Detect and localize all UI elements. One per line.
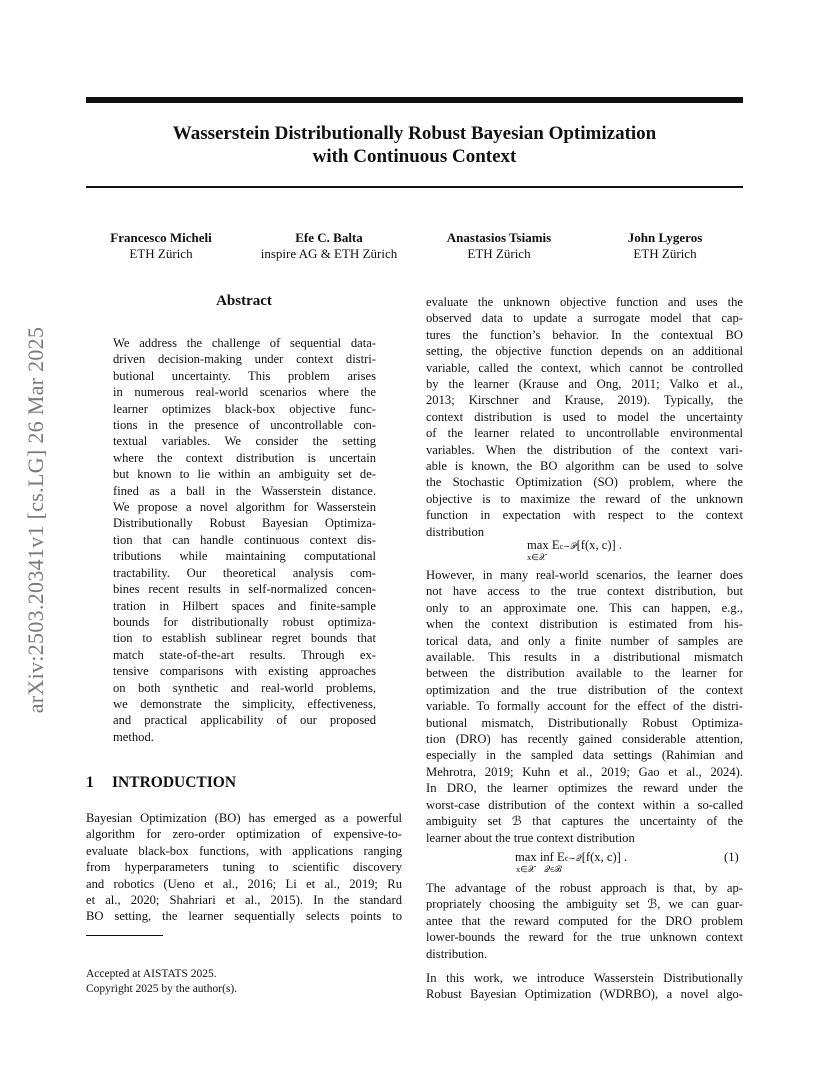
footnote-line: Copyright 2025 by the author(s). [86,983,238,995]
body-line: by the learner (Krause and Ong, 2011; Valko et al., [426,377,743,392]
body-line: setting, the objective function depends on an additional [426,344,743,359]
section-number: 1 [86,774,94,791]
abstract-line: tions in the presence of uncontrollable con- [113,418,376,433]
eq-body: E [557,850,565,864]
author-4 [608,230,722,262]
body-line: butional mismatch, Distributionally Robust Optimiza- [426,715,743,730]
author-name: Anastasios Tsiamis [446,230,552,245]
eq-sub-inf: 𝒬∈ℬ [544,864,562,874]
body-line: torical data, and only a finite number of samples are [426,633,743,648]
abstract-line: butional uncertainty. This problem arises [113,368,376,383]
abstract-line: but known to lie within an ambiguity set de- [113,467,376,482]
body-line: observed data to update a surrogate model that cap- [426,311,743,326]
abstract-line: textual variables. We consider the setting [113,434,376,449]
abstract-line: bines recent results in self-normalized concen- [113,582,376,597]
eq-expsub: c∼𝒫 [559,541,577,551]
abstract-heading: Abstract [216,293,272,309]
body-line: variable. To formally account for the effect of the distri- [426,699,743,714]
abstract-body [113,335,376,745]
abstract-line: tration in Hilbert spaces and finite-sample [113,598,376,613]
body-line: function in expectation with respect to the context [426,508,743,523]
author-affiliation: ETH Zürich [467,246,531,261]
body-line: However, in many real-world scenarios, the learner does [426,568,743,582]
abstract-line: We address the challenge of sequential data- [113,336,376,350]
intro-line: evaluate black-box functions, with applications ranging [86,843,402,858]
body-line: variable, called the context, which cannot be controlled [426,360,743,375]
abstract-line: We propose a novel algorithm for Wasserstein [113,500,376,515]
author-3 [428,230,570,262]
abstract-line: and practical applicability of our proposed [113,713,376,728]
abstract-line: method. [113,729,154,744]
body-line: tures the function’s behavior. In the contextual BO [426,327,743,342]
abstract-line: tractability. Our theoretical analysis com- [113,565,376,580]
body-line: variables. When the distribution of the context vari- [426,442,743,457]
body-line: learner about the true context distribution [426,830,635,845]
abstract-line: match state-of-the-art results. Through ex- [113,647,376,662]
body-line: 2013; Kirschner and Krause, 2019). Typically, the [426,393,743,408]
eq-sub: x∈𝒳 [527,552,546,562]
intro-line: et al., 2020; Shahriari et al., 2015). In the standard [86,893,402,908]
abstract-line: bounds for distributionally robust optimiza- [113,614,376,629]
author-affiliation: ETH Zürich [129,246,193,261]
abstract-line: fined as a ball in the Wasserstein distance. [113,483,376,498]
intro-line: Bayesian Optimization (BO) has emerged as a powerful [86,811,402,825]
right-paragraph-4 [426,970,743,1003]
body-line: objective is to maximize the reward of the unknown [426,491,743,506]
body-line: distribution [426,524,485,539]
body-line: the Stochastic Optimization (SO) problem, where the [426,475,743,490]
section-heading [86,774,236,792]
eq-main: max E [527,538,560,552]
abstract-line: tensive comparisons with existing approaches [113,664,376,679]
body-line: Mehrotra, 2019; Kuhn et al., 2019; Gao et al., 2024). [426,764,743,779]
eq-sub-max: x∈𝒳 [516,864,535,874]
eq-body: [f(x, c)] . [576,538,623,552]
equation-so [527,538,623,562]
body-line: evaluate the unknown objective function and uses the [426,295,743,309]
body-line: antee that the reward computed for the DRO problem [426,913,743,928]
body-line: worst-case distribution of the context within a so-called [426,797,743,812]
abstract-line: driven decision-making under context distri- [113,352,376,367]
abstract-line: in numerous real-world scenarios where the [113,385,376,400]
abstract-line: on both synthetic and real-world problems, [113,680,376,695]
top-rule [86,97,743,103]
author-name: Francesco Micheli [110,230,212,245]
body-line: The advantage of the robust approach is that, by ap- [426,881,743,895]
body-line: only to an approximate one. This can happen, e.g., [426,600,743,615]
intro-line: algorithm for zero-order optimization of expensive-to- [86,827,402,842]
body-line: of the learner related to uncontrollable environmental [426,426,743,441]
eq-expsub: c∼𝒬 [564,853,582,863]
footnote-rule [86,935,163,936]
equation-number: (1) [724,850,739,864]
body-line: between the distribution available to the learner for [426,666,743,681]
body-line: not have access to the true context distribution, but [426,584,743,599]
intro-line: from hyperparameters tuning to scientific discovery [86,860,402,875]
body-line: when the context distribution is estimated from his- [426,617,743,632]
body-line: available. This results in a distributional mismatch [426,650,743,665]
intro-line: BO setting, the learner sequentially selects points to [86,909,402,924]
author-1 [94,230,228,262]
abstract-line: Distributionally Robust Bayesian Optimiza- [113,516,376,531]
body-line: distribution. [426,946,488,961]
abstract-line: tributions while maintaining computational [113,549,376,564]
equation-dro [515,850,628,874]
abstract-line: learner optimizes black-box objective func- [113,401,376,416]
intro-paragraph [86,810,402,925]
author-affiliation: ETH Zürich [633,246,697,261]
body-line: able is known, the BO algorithm can be used to solve [426,459,743,474]
eq-inf: inf [539,850,554,864]
abstract-line: tion that can handle continuous context dis- [113,532,376,547]
body-line: In this work, we introduce Wasserstein Distributionally [426,971,743,985]
title-line-1: Wasserstein Distributionally Robust Bayesian Optimization [172,123,657,144]
author-name: John Lygeros [627,230,703,245]
eq-tail: [f(x, c)] . [581,850,628,864]
abstract-line: we demonstrate the simplicity, effectiveness, [113,696,376,711]
paper-title [86,122,743,168]
body-line: tion (DRO) has recently gained considerable attention, [426,732,743,747]
body-line: In DRO, the learner optimizes the reward under the [426,781,743,796]
footnote [86,967,237,997]
section-title: INTRODUCTION [112,774,237,791]
intro-line: and robotics (Ueno et al., 2016; Li et al., 2019; Ru [86,876,402,891]
author-2 [244,230,414,262]
title-rule [86,186,743,188]
right-paragraph-2 [426,567,743,846]
title-line-2: with Continuous Context [312,146,517,167]
eq-max: max [515,850,537,864]
body-line: Robust Bayesian Optimization (WDRBO), a novel algo- [426,987,743,1002]
body-line: lower-bounds the reward for the true unknown context [426,930,743,945]
arxiv-stamp: arXiv:2503.20341v1 [cs.LG] 26 Mar 2025 [23,326,48,714]
body-line: especially in the sampled data settings (Rahimian and [426,748,743,763]
body-line: context distribution is used to model the uncertainty [426,409,743,424]
body-line: optimization and the true distribution of the context [426,682,743,697]
body-line: ambiguity set ℬ that captures the uncertainty of the [426,814,743,829]
right-paragraph-3 [426,880,743,962]
footnote-line: Accepted at AISTATS 2025. [86,968,217,980]
author-name: Efe C. Balta [295,230,363,245]
abstract-line: tion to establish sublinear regret bounds that [113,631,376,646]
body-line: propriately choosing the ambiguity set ℬ, we can guar- [426,897,743,912]
author-affiliation: inspire AG & ETH Zürich [260,246,398,261]
abstract-line: where the context distribution is uncertain [113,450,376,465]
right-paragraph-1 [426,294,743,540]
